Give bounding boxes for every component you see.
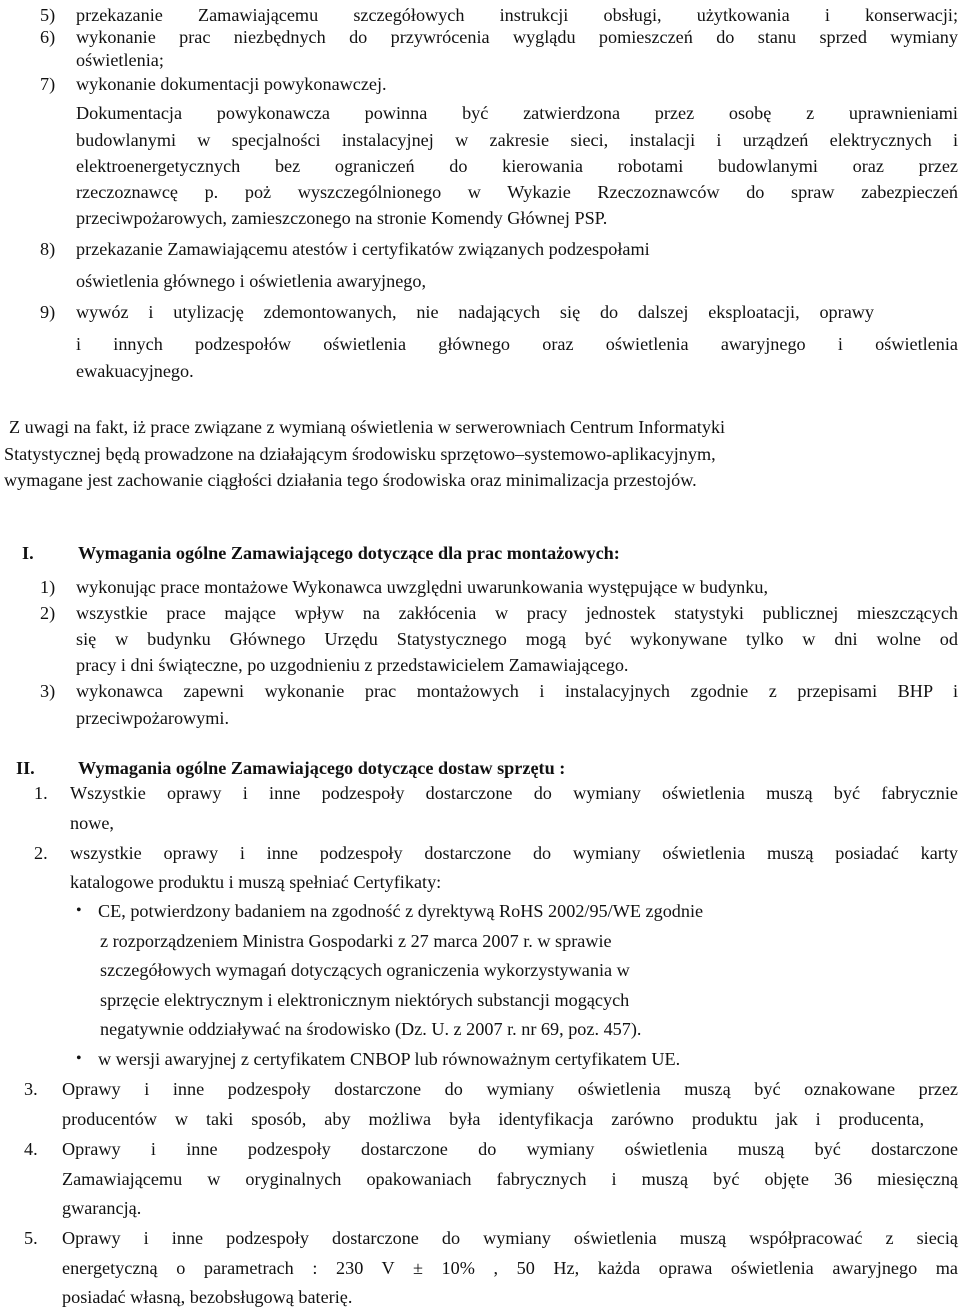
bullet-text: CE, potwierdzony badaniem na zgodność z dyrektywą RoHS 2002/95/WE zgodnie	[98, 901, 704, 921]
section2-item-3-cont	[0, 1104, 960, 1134]
list-text: oświetlenia;	[76, 50, 164, 70]
list-item-7	[0, 69, 960, 99]
bullet-item-ce-cont	[0, 985, 960, 1015]
list-item-9-cont	[0, 329, 960, 359]
list-item-8-cont	[0, 266, 960, 296]
list-text: pracy i dni świąteczne, po uzgodnieniu z przedstawicielem Zamawiającego.	[76, 655, 629, 675]
list-text: oświetlenia głównego i oświetlenia awaryjnego,	[76, 271, 427, 291]
bullet-text: sprzęcie elektrycznym i elektronicznym niektórych substancji mogących	[100, 990, 630, 1010]
list-number: 5.	[24, 1228, 38, 1248]
list-text: i innych podzespołów oświetlenia głównego oraz oświetlenia awaryjnego i oświetlenia	[76, 334, 958, 354]
list-text: Oprawy i inne podzespoły dostarczone do wymiany oświetlenia muszą być oznakowane przez	[62, 1079, 958, 1099]
bullet-item-cnbop	[0, 1044, 960, 1074]
section1-item-3	[0, 676, 960, 706]
list-text: Zamawiającemu w oryginalnych opakowaniach fabrycznych i muszą być objęte 36 miesięczną	[62, 1169, 958, 1189]
list-number: 7)	[40, 74, 56, 94]
list-text: gwarancją.	[62, 1198, 142, 1218]
section-number: I.	[22, 543, 34, 563]
list-item-9-cont	[0, 356, 960, 386]
bullet-item-ce-cont	[0, 926, 960, 956]
list-number: 3)	[40, 681, 56, 701]
section2-item-4-cont	[0, 1193, 960, 1223]
list-number: 6)	[40, 27, 56, 47]
section2-item-5-cont	[0, 1253, 960, 1283]
section2-item-3	[0, 1074, 960, 1104]
section2-item-1-cont	[0, 808, 960, 838]
section2-item-4-cont	[0, 1164, 960, 1194]
list-text: producentów w taki sposób, aby możliwa była identyfikacja zarówno produktu jak i producenta,	[62, 1109, 924, 1129]
section2-item-5-cont	[0, 1282, 960, 1312]
section-number: II.	[16, 758, 35, 778]
list-text: posiadać własną, bezobsługową baterię.	[62, 1287, 353, 1307]
section2-item-1	[0, 778, 960, 808]
doc-note-text: przeciwpożarowych, zamieszczonego na stronie Komendy Głównej PSP.	[76, 208, 608, 228]
list-text: się w budynku Głównego Urzędu Statystycznego mogą być wykonywane tylko w dni wolne od	[76, 629, 958, 649]
section-heading-1	[0, 538, 960, 568]
doc-note-text: Dokumentacja powykonawcza powinna być zatwierdzona przez osobę z uprawnieniami	[76, 103, 958, 123]
doc-note-line	[0, 98, 960, 128]
list-text: Oprawy i inne podzespoły dostarczone do wymiany oświetlenia muszą współpracować z siecią	[62, 1228, 958, 1248]
bullet-text: szczegółowych wymagań dotyczących ograniczenia wykorzystywania w	[100, 960, 630, 980]
list-text: przeciwpożarowymi.	[76, 708, 230, 728]
section-title: Wymagania ogólne Zamawiającego dotyczące dla prac montażowych:	[78, 543, 620, 563]
bullet-text: negatywnie oddziaływać na środowisko (Dz. U. z 2007 r. nr 69, poz. 457).	[100, 1019, 642, 1039]
doc-note-text: budowlanymi w specjalności instalacyjnej w zakresie sieci, instalacji i urządzeń elektrycznych i	[76, 130, 958, 150]
list-item-8	[0, 234, 960, 264]
note-paragraph-line	[0, 412, 960, 442]
bullet-item-ce	[0, 896, 960, 926]
bullet-marker: •	[76, 902, 82, 919]
list-text: energetyczną o parametrach : 230 V ± 10% , 50 Hz, każda oprawa oświetlenia awaryjnego ma	[62, 1258, 958, 1278]
list-number: 2.	[34, 843, 48, 863]
list-text: wykonanie prac niezbędnych do przywrócenia wyglądu pomieszczeń do stanu sprzed wymiany	[76, 27, 958, 47]
list-item-9	[0, 297, 960, 327]
list-text: wszystkie oprawy i inne podzespoły dostarczone do wymiany oświetlenia muszą posiadać karty	[70, 843, 958, 863]
note-text: Statystycznej będą prowadzone na działającym środowisku sprzętowo–systemowo-aplikacyjnym,	[4, 444, 716, 464]
list-number: 1)	[40, 577, 56, 597]
note-text: Z uwagi na fakt, iż prace związane z wymianą oświetlenia w serwerowniach Centrum Informatyki	[9, 417, 726, 437]
list-text: przekazanie Zamawiającemu szczegółowych instrukcji obsługi, użytkowania i konserwacji;	[76, 5, 958, 25]
list-text: przekazanie Zamawiającemu atestów i certyfikatów związanych podzespołami	[76, 239, 650, 259]
list-text: wykonawca zapewni wykonanie prac montażowych i instalacyjnych zgodnie z przepisami BHP i	[76, 681, 958, 701]
section2-item-2	[0, 838, 960, 868]
section-title: Wymagania ogólne Zamawiającego dotyczące dostaw sprzętu :	[78, 758, 566, 778]
bullet-item-ce-cont	[0, 1014, 960, 1044]
list-text: wykonując prace montażowe Wykonawca uwzględni uwarunkowania występujące w budynku,	[76, 577, 768, 597]
doc-note-line	[0, 203, 960, 233]
section2-item-5	[0, 1223, 960, 1253]
note-paragraph-line	[0, 465, 960, 495]
list-number: 5)	[40, 5, 56, 25]
list-number: 3.	[24, 1079, 38, 1099]
note-text: wymagane jest zachowanie ciągłości działania tego środowiska oraz minimalizacja przestojów.	[4, 470, 697, 490]
list-number: 4.	[24, 1139, 38, 1159]
doc-note-text: rzeczoznawcę p. poż wyszczególnionego w Wykazie Rzeczoznawców do spraw zabezpieczeń	[76, 182, 958, 202]
list-text: Wszystkie oprawy i inne podzespoły dostarczone do wymiany oświetlenia muszą być fabrycznie	[70, 783, 958, 803]
doc-note-text: elektroenergetycznych bez ograniczeń do kierowania robotami budowlanymi oraz przez	[76, 156, 958, 176]
list-text: katalogowe produktu i muszą spełniać Certyfikaty:	[70, 872, 442, 892]
section2-item-4	[0, 1134, 960, 1164]
list-text: ewakuacyjnego.	[76, 361, 194, 381]
list-number: 2)	[40, 603, 56, 623]
list-text: nowe,	[70, 813, 114, 833]
section2-item-2-cont	[0, 867, 960, 897]
list-number: 8)	[40, 239, 56, 259]
list-text: Oprawy i inne podzespoły dostarczone do wymiany oświetlenia muszą być dostarczone	[62, 1139, 958, 1159]
bullet-item-ce-cont	[0, 955, 960, 985]
bullet-marker: •	[76, 1050, 82, 1067]
bullet-text: w wersji awaryjnej z certyfikatem CNBOP lub równoważnym certyfikatem UE.	[98, 1049, 681, 1069]
bullet-text: z rozporządzeniem Ministra Gospodarki z 27 marca 2007 r. w sprawie	[100, 931, 612, 951]
list-text: wywóz i utylizację zdemontowanych, nie nadających się do dalszej eksploatacji, oprawy	[76, 302, 874, 322]
list-number: 1.	[34, 783, 48, 803]
list-text: wykonanie dokumentacji powykonawczej.	[76, 74, 387, 94]
section1-item-3-cont	[0, 703, 960, 733]
list-number: 9)	[40, 302, 56, 322]
list-text: wszystkie prace mające wpływ na zakłócenia w pracy jednostek statystyki publicznej mieszczących	[76, 603, 958, 623]
